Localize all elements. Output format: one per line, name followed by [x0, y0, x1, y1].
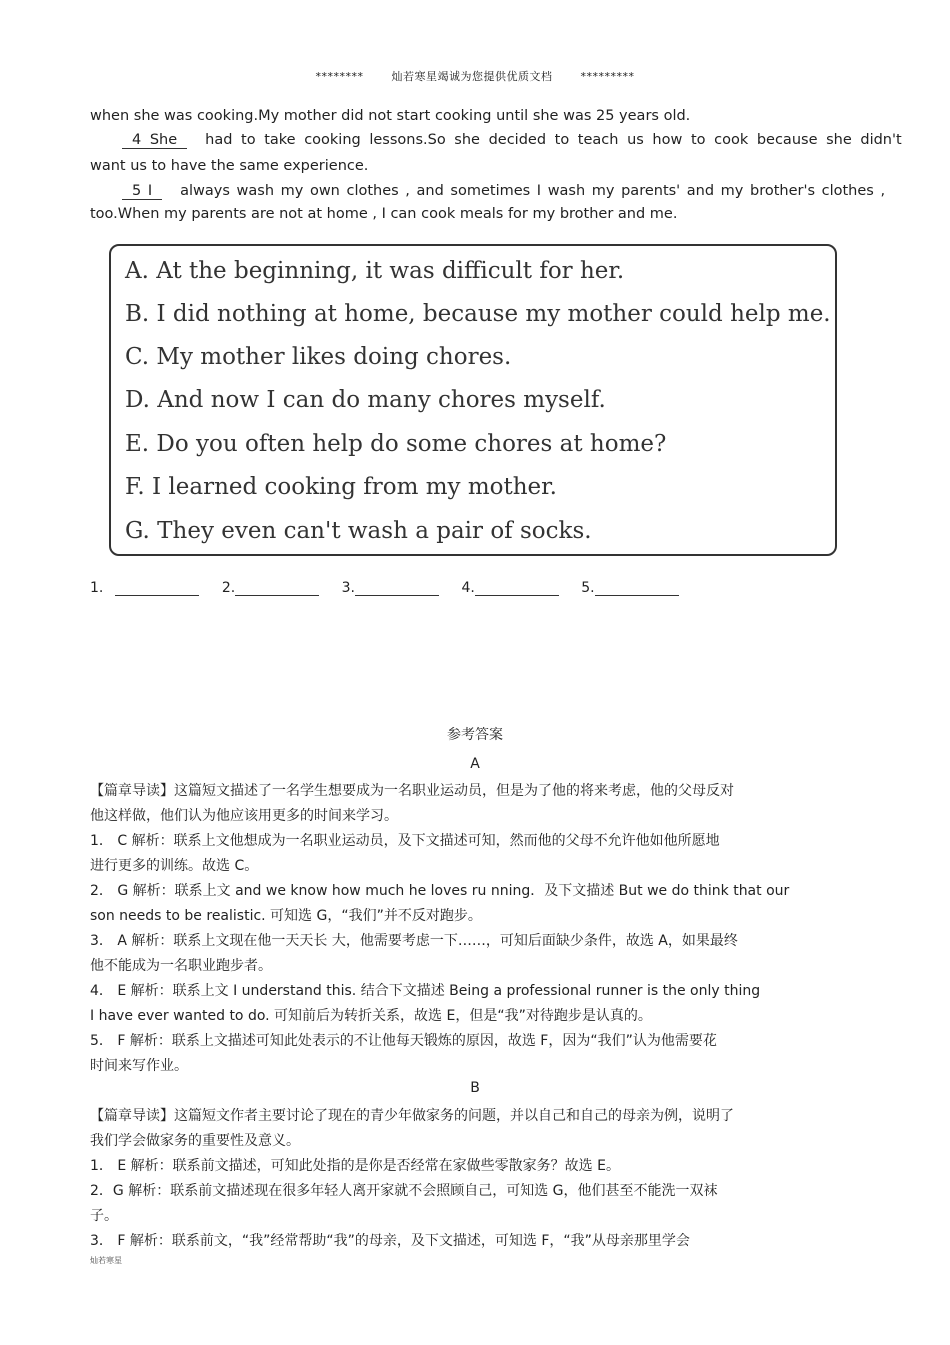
passage-paragraph-4-line-2: want us to have the same experience.: [90, 158, 369, 174]
answer-a4-line-1: 4． E 解析：联系上文 I understand this. 结合下文描述 Being a professional runner is the only thing: [90, 983, 761, 999]
answer-blanks-row: [90, 580, 697, 596]
answer-blank-4[interactable]: 4.: [461, 580, 558, 596]
answer-blank-1[interactable]: 1.: [90, 580, 199, 596]
answer-blank-5[interactable]: 5.: [581, 580, 678, 596]
answer-a1-line-2: 进行更多的训练。故选 C。: [90, 858, 259, 874]
answer-blank-3[interactable]: 3.: [342, 580, 439, 596]
options-box: [109, 244, 837, 556]
header-stars-right: *********: [580, 70, 635, 83]
answer-b1: 1． E 解析：联系前文描述，可知此处指的是你是否经常在家做些零散家务？故选 E。: [90, 1158, 620, 1174]
answer-a5-line-1: 5． F 解析：联系上文描述可知此处表示的不让他每天锻炼的原因，故选 F，因为“我们”认为他需要花: [90, 1033, 717, 1049]
passage-paragraph-5: [122, 183, 885, 200]
option-d: D. And now I can do many chores myself.: [125, 387, 606, 413]
option-g: G. They even can't wash a pair of socks.: [125, 518, 592, 544]
section-a-label: A: [470, 756, 480, 772]
answer-b3-line-1: 3． F 解析：联系前文，“我”经常帮助“我”的母亲，及下文描述，可知选 F，“我”从母亲那里学会: [90, 1233, 690, 1249]
passage-paragraph-5-line-2: too.When my parents are not at home , I can cook meals for my brother and me.: [90, 206, 678, 222]
answers-title: 参考答案: [447, 727, 503, 743]
header-stars-left: ********: [315, 70, 364, 83]
page-header: [0, 68, 950, 84]
answer-b2-line-1: 2．G 解析：联系前文描述现在很多年轻人离开家就不会照顾自己，可知选 G，他们甚至不能洗一双袜: [90, 1183, 718, 1199]
answer-a3-line-1: 3． A 解析：联系上文现在他一天天长 大，他需要考虑一下……，可知后面缺少条件，故选 A，如果最终: [90, 933, 738, 949]
section-b-intro-1: 【篇章导读】这篇短文作者主要讨论了现在的青少年做家务的问题，并以自己和自己的母亲为例，说明了: [90, 1108, 734, 1124]
blank-5: 5 I: [122, 183, 162, 200]
answer-a1-line-1: 1． C 解析：联系上文他想成为一名职业运动员，及下文描述可知，然而他的父母不允许他如他所愿地: [90, 833, 720, 849]
paragraph-4-text: had to take cooking lessons.So she decided to teach us how to cook because she didn't: [205, 132, 902, 148]
answer-a2-line-1: 2． G 解析：联系上文 and we know how much he loves ru nning．及下文描述 But we do think that our: [90, 883, 790, 899]
answer-a5-line-2: 时间来写作业。: [90, 1058, 188, 1074]
answer-a2-line-2: son needs to be realistic. 可知选 G，“我们”并不反对跑步。: [90, 908, 482, 924]
answer-a4-line-2: I have ever wanted to do. 可知前后为转折关系，故选 E，但是“我”对待跑步是认真的。: [90, 1008, 652, 1024]
option-b: B. I did nothing at home, because my mother could help me.: [125, 301, 831, 327]
paragraph-5-text: always wash my own clothes , and sometimes I wash my parents' and my brother's clothes ,: [180, 183, 886, 199]
answer-a3-line-2: 他不能成为一名职业跑步者。: [90, 958, 272, 974]
option-e: E. Do you often help do some chores at home?: [125, 431, 667, 457]
passage-paragraph-4: [122, 132, 902, 149]
answer-b2-line-2: 子。: [90, 1208, 118, 1224]
blank-4: 4 She: [122, 132, 187, 149]
option-a: A. At the beginning, it was difficult for her.: [125, 258, 625, 284]
section-a-intro-1: 【篇章导读】这篇短文描述了一名学生想要成为一名职业运动员，但是为了他的将来考虑，他的父母反对: [90, 783, 734, 799]
option-c: C. My mother likes doing chores.: [125, 344, 512, 370]
passage-line-1: when she was cooking.My mother did not start cooking until she was 25 years old.: [90, 108, 691, 124]
answer-blank-2[interactable]: 2.: [222, 580, 319, 596]
section-b-intro-2: 我们学会做家务的重要性及意义。: [90, 1133, 300, 1149]
section-b-label: B: [470, 1080, 480, 1096]
page-footer: 灿若寒星: [90, 1256, 122, 1265]
option-f: F. I learned cooking from my mother.: [125, 474, 557, 500]
header-title: 灿若寒星竭诚为您提供优质文档: [391, 70, 553, 83]
section-a-intro-2: 他这样做，他们认为他应该用更多的时间来学习。: [90, 808, 398, 824]
